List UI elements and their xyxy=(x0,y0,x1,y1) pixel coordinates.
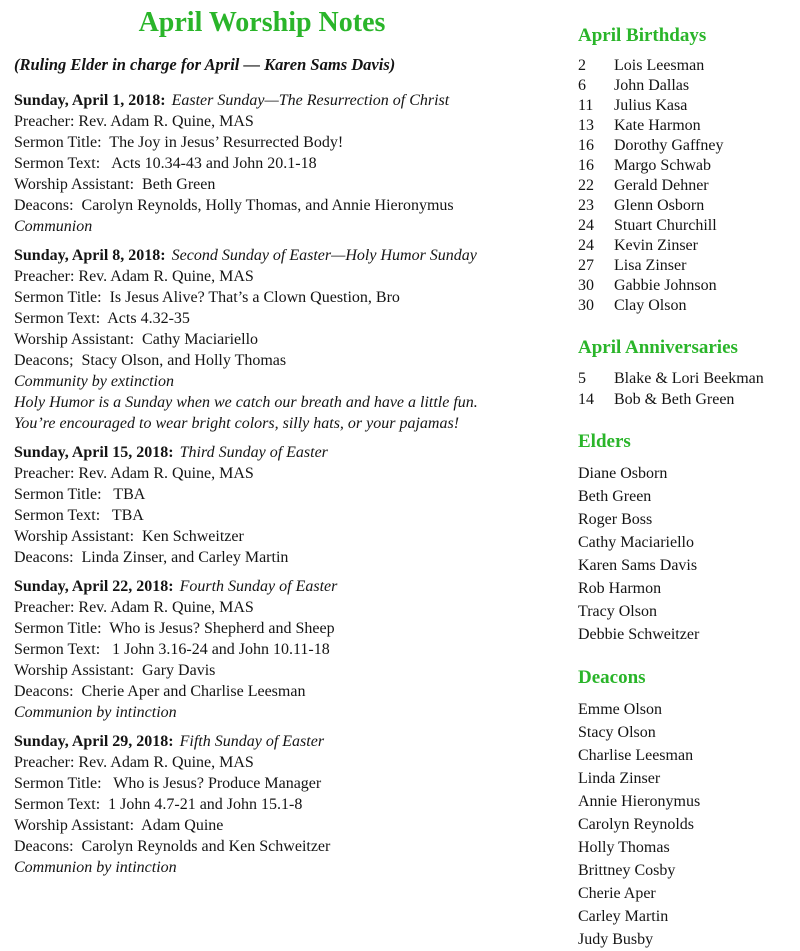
page-title: April Worship Notes xyxy=(138,7,386,38)
deacon-name: Emme Olson xyxy=(578,701,662,718)
elder-name: Karen Sams Davis xyxy=(578,557,698,574)
birthday-day: 30 xyxy=(578,277,594,294)
service-notes xyxy=(14,702,510,723)
birthday-name: John Dallas xyxy=(614,77,690,94)
birthday-day: 22 xyxy=(578,177,594,194)
service-detail-line: Preacher: Rev. Adam R. Quine, MAS xyxy=(14,465,254,482)
birthday-day: 2 xyxy=(578,57,586,74)
birthday-row xyxy=(578,276,794,296)
services-list xyxy=(14,90,510,878)
birthday-day: 13 xyxy=(578,117,594,134)
birthday-day: 24 xyxy=(578,217,594,234)
anniversary-day: 5 xyxy=(578,370,586,387)
anniversary-day: 14 xyxy=(578,391,594,408)
birthday-row xyxy=(578,116,794,136)
service-detail-line: Deacons: Carolyn Reynolds, Holly Thomas, and Annie Hieronymus xyxy=(14,197,454,214)
service-heading xyxy=(14,442,510,463)
service-notes xyxy=(14,371,510,434)
service-detail-line: Deacons: Linda Zinser, and Carley Martin xyxy=(14,549,289,566)
birthdays-heading: April Birthdays xyxy=(578,25,707,46)
service-block xyxy=(14,576,510,723)
birthday-row xyxy=(578,76,794,96)
birthday-day: 27 xyxy=(578,257,594,274)
birthday-row xyxy=(578,196,794,216)
birthday-day: 6 xyxy=(578,77,586,94)
service-detail-line: Sermon Text: Acts 4.32-35 xyxy=(14,310,190,327)
birthday-day: 23 xyxy=(578,197,594,214)
elder-name: Debbie Schweitzer xyxy=(578,626,700,643)
service-note-line: Community by extinction xyxy=(14,373,174,390)
service-detail-line: Preacher: Rev. Adam R. Quine, MAS xyxy=(14,268,254,285)
birthday-name: Julius Kasa xyxy=(614,97,688,114)
service-notes xyxy=(14,857,510,878)
service-detail-line: Preacher: Rev. Adam R. Quine, MAS xyxy=(14,754,254,771)
elders-list xyxy=(578,462,794,646)
elder-name: Roger Boss xyxy=(578,511,653,528)
service-detail-line: Sermon Title: TBA xyxy=(14,486,146,503)
service-details xyxy=(14,463,510,568)
service-heading xyxy=(14,576,510,597)
service-notes xyxy=(14,216,510,237)
service-detail-line: Sermon Text: TBA xyxy=(14,507,144,524)
service-details xyxy=(14,111,510,216)
birthdays-list xyxy=(578,56,794,316)
anniversary-row xyxy=(578,368,794,389)
deacons-heading: Deacons xyxy=(578,667,646,688)
service-detail-line: Worship Assistant: Gary Davis xyxy=(14,662,216,679)
birthday-row xyxy=(578,136,794,156)
deacon-name: Holly Thomas xyxy=(578,839,670,856)
birthday-day: 16 xyxy=(578,157,594,174)
birthday-day: 24 xyxy=(578,237,594,254)
elders-heading: Elders xyxy=(578,431,631,452)
service-block xyxy=(14,731,510,878)
service-block xyxy=(14,90,510,237)
birthday-name: Kate Harmon xyxy=(614,117,701,134)
service-detail-line: Worship Assistant: Ken Schweitzer xyxy=(14,528,244,545)
deacon-name: Cherie Aper xyxy=(578,885,656,902)
service-detail-line: Worship Assistant: Beth Green xyxy=(14,176,216,193)
service-title: Third Sunday of Easter xyxy=(179,444,328,461)
service-date: Sunday, April 1, 2018: xyxy=(14,92,166,109)
birthday-row xyxy=(578,236,794,256)
anniversary-row xyxy=(578,389,794,410)
birthday-name: Dorothy Gaffney xyxy=(614,137,724,154)
service-detail-line: Deacons: Cherie Aper and Charlise Leesman xyxy=(14,683,306,700)
service-date: Sunday, April 22, 2018: xyxy=(14,578,174,595)
service-block xyxy=(14,245,510,434)
service-heading xyxy=(14,731,510,752)
birthday-name: Kevin Zinser xyxy=(614,237,698,254)
service-note-line: Communion by intinction xyxy=(14,859,177,876)
birthday-name: Margo Schwab xyxy=(614,157,712,174)
deacon-name: Linda Zinser xyxy=(578,770,661,787)
service-detail-line: Sermon Title: The Joy in Jesus’ Resurrected Body! xyxy=(14,134,344,151)
service-note-line: Communion xyxy=(14,218,93,235)
service-detail-line: Sermon Text: 1 John 4.7-21 and John 15.1-8 xyxy=(14,796,303,813)
deacon-name: Carolyn Reynolds xyxy=(578,816,694,833)
deacon-name: Brittney Cosby xyxy=(578,862,676,879)
service-detail-line: Sermon Title: Who is Jesus? Shepherd and Sheep xyxy=(14,620,335,637)
service-date: Sunday, April 29, 2018: xyxy=(14,733,174,750)
deacon-name: Stacy Olson xyxy=(578,724,656,741)
anniversaries-heading: April Anniversaries xyxy=(578,337,738,358)
elder-name: Tracy Olson xyxy=(578,603,657,620)
service-detail-line: Worship Assistant: Cathy Maciariello xyxy=(14,331,259,348)
service-detail-line: Worship Assistant: Adam Quine xyxy=(14,817,224,834)
anniversary-name: Bob & Beth Green xyxy=(614,391,735,408)
anniversary-name: Blake & Lori Beekman xyxy=(614,370,764,387)
service-detail-line: Deacons; Stacy Olson, and Holly Thomas xyxy=(14,352,287,369)
service-date: Sunday, April 8, 2018: xyxy=(14,247,166,264)
service-detail-line: Sermon Title: Is Jesus Alive? That’s a Clown Question, Bro xyxy=(14,289,400,306)
service-detail-line: Sermon Title: Who is Jesus? Produce Manager xyxy=(14,775,322,792)
birthday-day: 11 xyxy=(578,97,594,114)
birthday-name: Lois Leesman xyxy=(614,57,705,74)
service-detail-line: Deacons: Carolyn Reynolds and Ken Schweitzer xyxy=(14,838,331,855)
service-title: Easter Sunday—The Resurrection of Christ xyxy=(171,92,450,109)
service-note-line: Holy Humor is a Sunday when we catch our breath and have a little fun. You’re encouraged to wear bright colors, silly hats, or your pajamas! xyxy=(14,394,482,432)
deacon-name: Judy Busby xyxy=(578,931,654,948)
birthday-row xyxy=(578,96,794,116)
anniversaries-list xyxy=(578,368,794,410)
service-detail-line: Preacher: Rev. Adam R. Quine, MAS xyxy=(14,113,254,130)
service-detail-line: Sermon Text: Acts 10.34-43 and John 20.1-18 xyxy=(14,155,317,172)
deacon-name: Annie Hieronymus xyxy=(578,793,701,810)
elder-name: Cathy Maciariello xyxy=(578,534,694,551)
deacons-list xyxy=(578,698,794,951)
birthday-name: Glenn Osborn xyxy=(614,197,705,214)
deacon-name: Carley Martin xyxy=(578,908,669,925)
deacon-name: Charlise Leesman xyxy=(578,747,694,764)
ruling-elder-line: (Ruling Elder in charge for April — Karen Sams Davis) xyxy=(14,55,396,74)
birthday-row xyxy=(578,296,794,316)
worship-notes-column xyxy=(14,6,510,886)
birthday-name: Clay Olson xyxy=(614,297,687,314)
elder-name: Diane Osborn xyxy=(578,465,668,482)
birthday-day: 30 xyxy=(578,297,594,314)
sidebar-column xyxy=(578,24,794,951)
service-title: Second Sunday of Easter—Holy Humor Sunday xyxy=(171,247,477,264)
service-heading xyxy=(14,245,510,266)
birthday-row xyxy=(578,216,794,236)
birthday-row xyxy=(578,156,794,176)
elder-name: Beth Green xyxy=(578,488,652,505)
birthday-name: Gerald Dehner xyxy=(614,177,709,194)
service-date: Sunday, April 15, 2018: xyxy=(14,444,174,461)
service-title: Fifth Sunday of Easter xyxy=(179,733,325,750)
service-details xyxy=(14,597,510,702)
service-details xyxy=(14,266,510,371)
birthday-day: 16 xyxy=(578,137,594,154)
elder-name: Rob Harmon xyxy=(578,580,662,597)
birthday-row xyxy=(578,176,794,196)
birthday-name: Gabbie Johnson xyxy=(614,277,717,294)
service-details xyxy=(14,752,510,857)
service-detail-line: Sermon Text: 1 John 3.16-24 and John 10.11-18 xyxy=(14,641,330,658)
birthday-row xyxy=(578,56,794,76)
service-heading xyxy=(14,90,510,111)
service-detail-line: Preacher: Rev. Adam R. Quine, MAS xyxy=(14,599,254,616)
birthday-row xyxy=(578,256,794,276)
service-note-line: Communion by intinction xyxy=(14,704,177,721)
service-block xyxy=(14,442,510,568)
birthday-name: Lisa Zinser xyxy=(614,257,687,274)
service-title: Fourth Sunday of Easter xyxy=(179,578,338,595)
birthday-name: Stuart Churchill xyxy=(614,217,717,234)
